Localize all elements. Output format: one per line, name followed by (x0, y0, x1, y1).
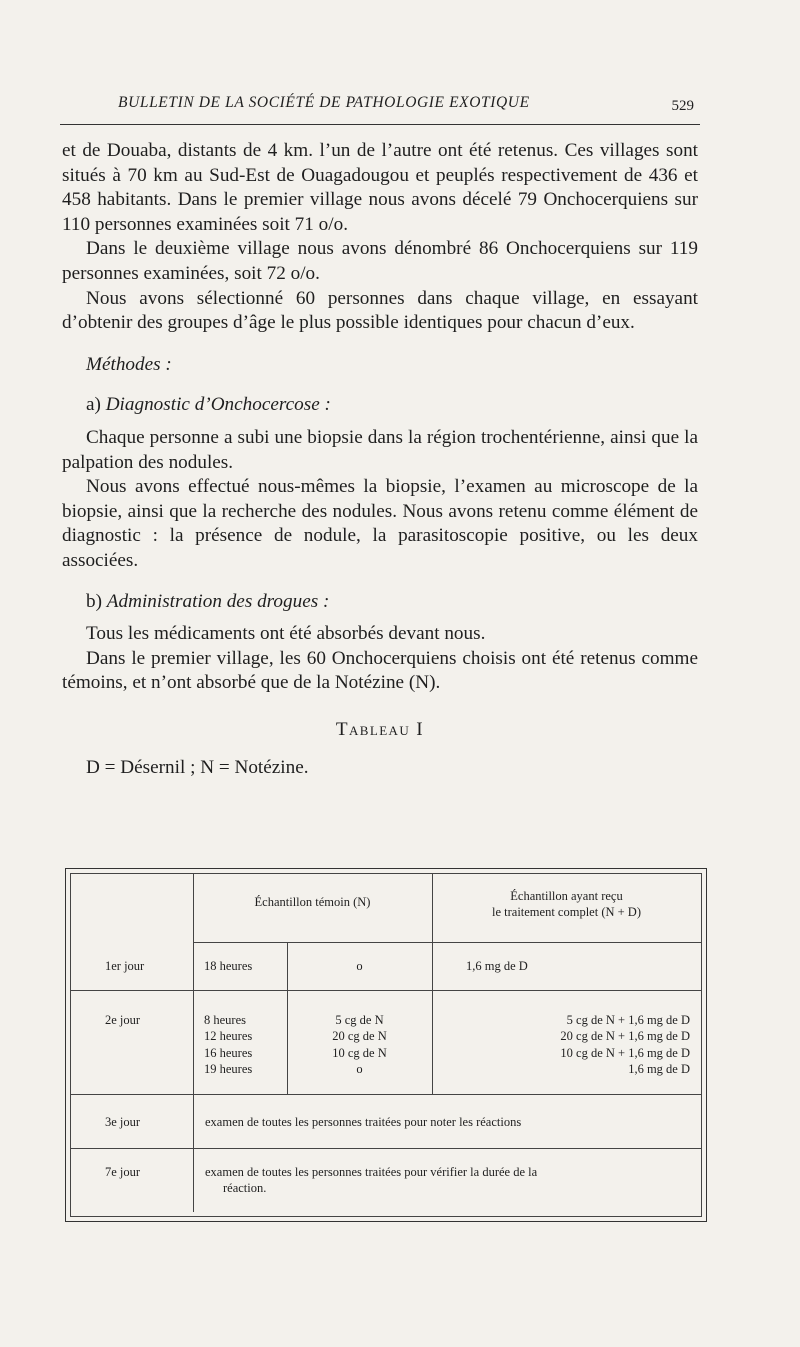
treatment-table (65, 868, 707, 1222)
table-rule (71, 1094, 701, 1095)
dose-cell-treated: 20 cg de N + 1,6 mg de D (560, 1029, 690, 1044)
row-day-label: 2e jour (105, 1013, 141, 1027)
dose-cell-treated: 1,6 mg de D (628, 1062, 690, 1077)
time-cell: 19 heures (204, 1062, 253, 1077)
subheading-title: Administration des drogues : (106, 590, 330, 612)
dose-cell-control: o (356, 959, 363, 973)
paragraph: Nous avons effectué nous-mêmes la biopsie, l’examen au microscope de la biopsie, ainsi que la recherche des nodules. Nous avons retenu comme élément de diagnostic : la présence de nodule, la parasitoscopie positive, ou les deux associées. (62, 476, 698, 571)
time-cell: 8 heures (204, 1013, 246, 1027)
article-body (62, 139, 698, 781)
subheading-administration (86, 590, 698, 615)
column-header-treated (432, 888, 701, 921)
table-rule (193, 942, 701, 943)
table-legend: D = Désernil ; N = Notézine. (86, 757, 309, 779)
running-header (60, 94, 700, 125)
note-line: examen de toutes les personnes traitées pour vérifier la durée de la (205, 1165, 538, 1179)
dose-cell-treated: 10 cg de N + 1,6 mg de D (560, 1045, 690, 1060)
dose-cell-control: 10 cg de N (332, 1045, 387, 1060)
row-day-label: 3e jour (105, 1115, 141, 1129)
journal-title: BULLETIN DE LA SOCIÉTÉ DE PATHOLOGIE EXOTIQUE (118, 94, 530, 111)
table-rule (71, 1148, 701, 1149)
paragraph: Chaque personne a subi une biopsie dans la région trochentérienne, ainsi que la palpation des nodules. (62, 426, 698, 473)
subheading-prefix: b) (86, 590, 102, 612)
dose-list-control (287, 1012, 432, 1078)
subheading-prefix: a) (86, 394, 101, 416)
dose-cell-treated: 1,6 mg de D (466, 959, 528, 973)
paragraph: Dans le deuxième village nous avons dénombré 86 Onchocerquiens sur 119 personnes examinées, soit 72 o/o. (62, 238, 698, 284)
dose-cell-control: o (356, 1062, 363, 1077)
row-day-label: 1er jour (105, 959, 145, 973)
section-heading-methods: Méthodes : (86, 353, 172, 375)
note-cell: examen de toutes les personnes traitées pour noter les réactions (205, 1115, 522, 1129)
table-rule (193, 874, 194, 1212)
dose-list-treated (432, 1012, 690, 1078)
dose-cell-control: 5 cg de N (335, 1013, 384, 1027)
dose-cell-treated: 5 cg de N + 1,6 mg de D (566, 1013, 690, 1027)
time-cell: 12 heures (204, 1029, 253, 1044)
column-header-line: le traitement complet (N + D) (491, 905, 641, 920)
table-inner-frame (70, 873, 702, 1217)
table-rule (71, 990, 701, 991)
paragraph: Nous avons sélectionné 60 personnes dans chaque village, en essayant d’obtenir des groupes d’âge le plus possible identiques pour chacun d’eux. (62, 287, 698, 334)
column-header-control: Échantillon témoin (N) (254, 895, 371, 909)
paragraph: Tous les médicaments ont été absorbés devant nous. (86, 623, 486, 645)
paragraph: Dans le premier village, les 60 Onchocerquiens choisis ont été retenus comme témoins, et n’ont absorbé que de la Notézine (N). (62, 647, 698, 694)
subheading-diagnostic (86, 393, 698, 418)
column-header-line: Échantillon ayant reçu (510, 889, 623, 903)
subheading-title: Diagnostic d’Onchocercose : (105, 394, 331, 416)
table-title: Tableau I (335, 718, 425, 740)
dose-cell-control: 20 cg de N (332, 1029, 387, 1044)
time-cell: 18 heures (204, 959, 253, 973)
paragraph: et de Douaba, distants de 4 km. l’un de l’autre ont été retenus. Ces villages sont situés à 70 km au Sud-Est de Ouagadougou et peuplés respectivement de 436 et 458 habitants. Dans le premier village nous avons décelé 79 Onchocerquiens sur 110 personnes examinées soit 71 o/o. (62, 140, 698, 235)
time-cell: 16 heures (204, 1045, 253, 1060)
time-list (204, 1012, 284, 1078)
row-day-label: 7e jour (105, 1165, 141, 1179)
page-number: 529 (671, 98, 694, 114)
note-cell (205, 1164, 697, 1197)
note-line: réaction. (223, 1181, 267, 1196)
